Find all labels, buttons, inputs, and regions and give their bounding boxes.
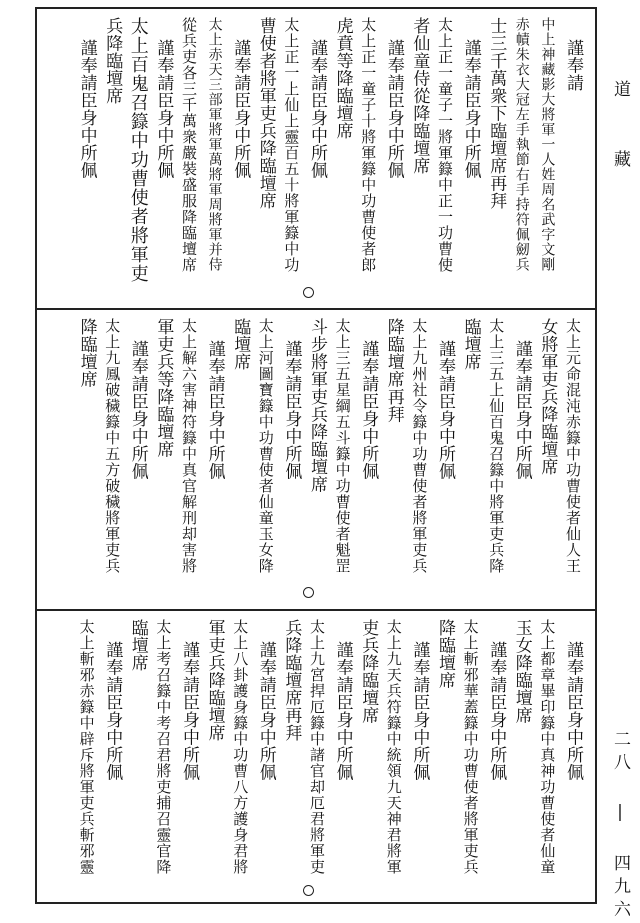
text-column: 謹奉請臣身中所佩 <box>486 641 507 781</box>
text-column: 兵降臨壇席 <box>102 17 123 105</box>
side-label-top: 道 藏 <box>610 80 630 185</box>
text-column: 太上正一童子十將軍籙中功曹使者郎 <box>359 17 378 273</box>
text-column: 謹奉請臣身中所佩 <box>179 641 199 781</box>
text-column: 吏兵降臨壇席 <box>358 619 379 724</box>
text-column: 軍吏兵降臨壇席 <box>204 619 225 742</box>
text-column: 謹奉請臣身中所佩 <box>230 39 251 179</box>
text-column: 謹奉請臣身中所佩 <box>255 641 276 781</box>
text-column: 謹奉請臣身中所佩 <box>409 641 430 781</box>
text-column: 謹奉請臣身中所佩 <box>332 641 353 781</box>
text-panel-top <box>37 9 595 305</box>
text-column: 者仙童侍從降臨壇席 <box>409 17 430 175</box>
text-column: 玉女降臨壇席 <box>511 619 532 724</box>
text-column: 謹奉請臣身中所佩 <box>204 340 225 480</box>
text-column: 謹奉請臣身中所佩 <box>307 39 327 179</box>
text-column: 曹使者將軍吏兵降臨壇席 <box>255 17 276 210</box>
text-column: 降臨壇席再拜 <box>383 318 404 423</box>
text-column: 謹奉請 <box>563 39 583 92</box>
text-panel-bottom <box>37 609 595 902</box>
text-column: 謹奉請臣身中所佩 <box>281 340 302 480</box>
text-column: 太上斬邪華蓋籙中功曹使者將軍吏兵 <box>461 619 480 875</box>
text-column: 太上正一童子一將軍籙中正一功曹使 <box>436 17 454 273</box>
page-frame <box>35 7 597 904</box>
text-column: 臨壇席 <box>460 318 481 371</box>
side-label-page-number: 二八 | 四九六 <box>610 730 630 923</box>
text-column: 謹奉請臣身中所佩 <box>153 39 174 179</box>
text-column: 太上八卦護身籙中功曹八方護身君將 <box>231 619 250 875</box>
text-column: 太上河圖寶籙中功曹使者仙童玉女降 <box>256 318 275 574</box>
text-column: 中上神藏影大將軍一人姓周名武字文剛 <box>539 17 556 272</box>
text-column: 降臨壇席 <box>435 619 455 689</box>
text-column: 太上正一上仙上靈百五十將軍籙中功 <box>282 17 301 273</box>
text-column: 從兵吏各三千萬衆嚴裝盛服降臨壇席 <box>180 17 198 273</box>
text-column: 謹奉請臣身中所佩 <box>383 39 404 179</box>
text-column: 太上解六害神符籙中真官解刑却害將 <box>180 318 198 574</box>
text-column: 謹奉請臣身中所佩 <box>102 641 123 781</box>
text-column: 太上九州社令籙中功曹使者將軍吏兵 <box>410 318 429 574</box>
text-column: 太上考召籙中考召君將吏捕召靈官降 <box>154 619 173 875</box>
text-column: 降臨壇席 <box>76 318 97 388</box>
text-column: 臨壇席 <box>127 619 148 672</box>
text-column: 太上元命混沌赤籙中功曹使者仙人王 <box>564 318 582 574</box>
text-column: 太上赤天三部軍將軍萬將軍周將軍并侍 <box>206 17 223 272</box>
text-column: 太上九天兵符籙中統領九天神君將軍 <box>384 619 403 875</box>
text-panel-middle <box>37 308 595 606</box>
text-column: 女將軍吏兵降臨壇席 <box>537 318 558 476</box>
text-column: 謹奉請臣身中所佩 <box>76 39 97 179</box>
text-column: 謹奉請臣身中所佩 <box>435 340 455 480</box>
section-marker-circle <box>303 885 314 896</box>
text-column: 斗步將軍吏兵降臨壇席 <box>307 318 327 493</box>
text-column: 虎賁等降臨壇席 <box>332 17 353 140</box>
section-marker-circle <box>303 287 314 298</box>
section-marker-circle <box>303 587 314 598</box>
text-column: 謹奉請臣身中所佩 <box>511 340 532 480</box>
text-column: 太上斬邪赤籙中辟斥將軍吏兵斬邪靈 <box>77 619 96 875</box>
text-column: 赤幘朱衣大冠左手執節右手持符佩劒兵 <box>513 17 530 272</box>
text-column: 兵降臨壇席再拜 <box>281 619 302 742</box>
text-column: 士三千萬衆下臨壇席再拜 <box>486 17 507 210</box>
text-column: 謹奉請臣身中所佩 <box>460 39 481 179</box>
text-column: 太上三五星綱五斗籙中功曹使者魁罡 <box>333 318 352 574</box>
text-column: 謹奉請臣身中所佩 <box>358 340 379 480</box>
text-column: 臨壇席 <box>230 318 251 371</box>
text-column: 軍吏兵等降臨壇席 <box>153 318 174 458</box>
text-column: 太上九宮捍厄籙中諸官却厄君將軍吏 <box>308 619 326 875</box>
text-column: 太上九鳳破穢籙中五方破穢將軍吏兵 <box>103 318 122 574</box>
text-column: 謹奉請臣身中所佩 <box>563 641 583 781</box>
text-column: 太上三五上仙百鬼召籙中將軍吏兵降 <box>487 318 506 574</box>
text-column: 謹奉請臣身中所佩 <box>127 340 148 480</box>
text-column: 太上都章畢印籙中真神功曹使者仙童 <box>538 619 557 875</box>
text-column: 太上百鬼召籙中功曹使者將軍吏 <box>127 17 149 283</box>
